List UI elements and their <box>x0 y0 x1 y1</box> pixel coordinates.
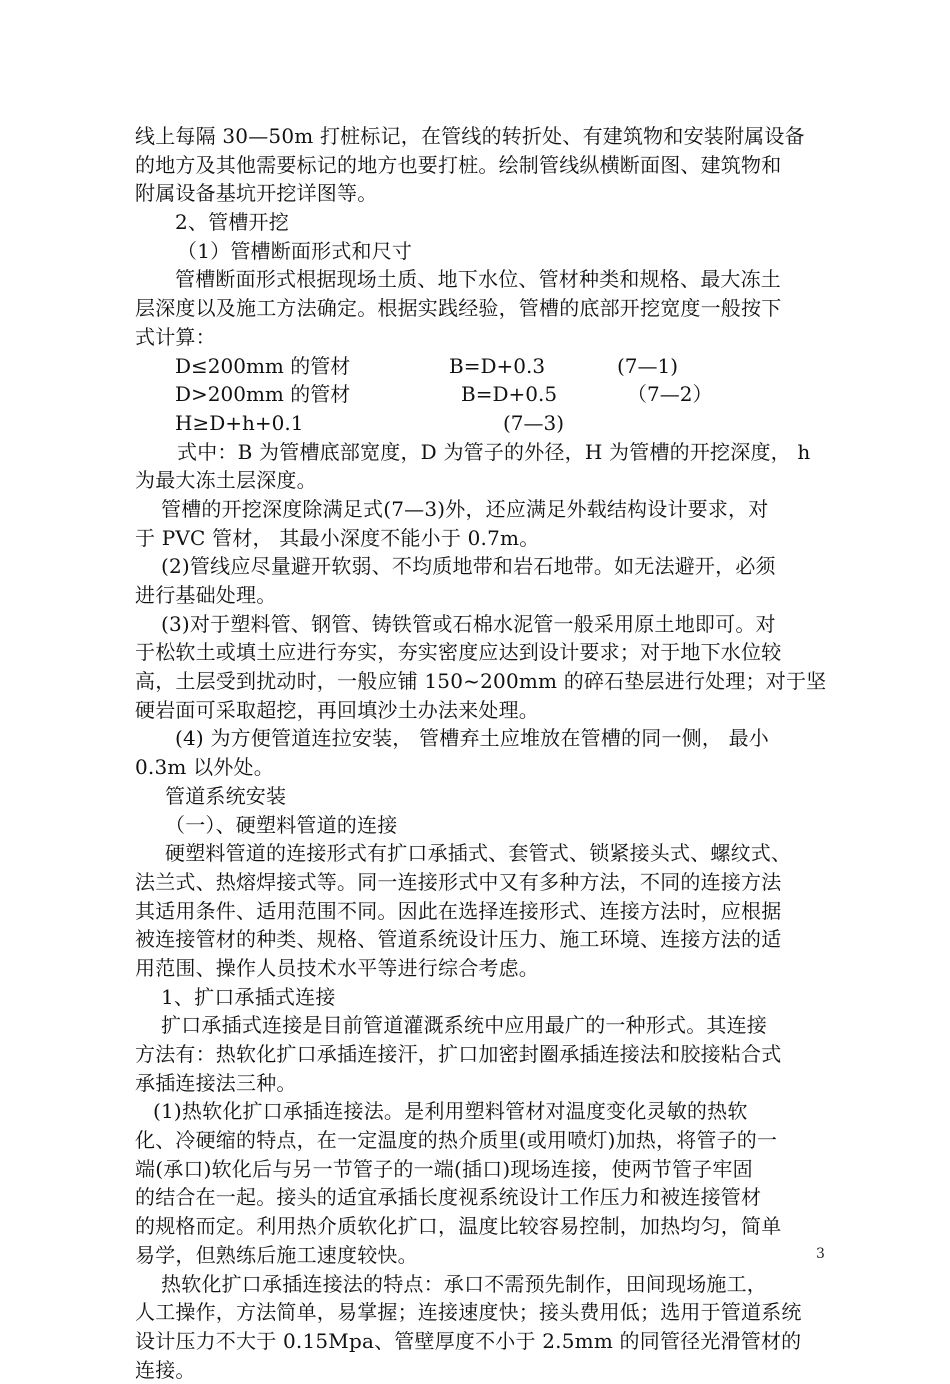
text-line: 设计压力不大于 0.15Mpa、管壁厚度不小于 2.5mm 的同管径光滑管材的 <box>135 1328 802 1353</box>
text-line: 高，土层受到扰动时，一般应铺 150~200mm 的碎石垫层进行处理；对于坚 <box>135 669 827 694</box>
text-line: 硬岩面可采取超挖，再回填沙土办法来处理。 <box>135 697 539 722</box>
formula-line <box>135 409 835 438</box>
formula-number: （7—2） <box>627 382 713 407</box>
text-line: 的规格而定。利用热介质软化扩口，温度比较容易控制，加热均匀，简单 <box>135 1214 782 1239</box>
text-line: (4) 为方便管道连拉安装， 管槽弃土应堆放在管槽的同一侧， 最小 <box>175 726 770 751</box>
text-line: 方法有：热软化扩口承插连接汗，扩口加密封圈承插连接法和胶接粘合式 <box>135 1042 782 1066</box>
text-line: 附属设备基坑开挖详图等。 <box>135 181 378 206</box>
text-line: 人工操作，方法简单，易掌握；连接速度快；接头费用低；选用于管道系统 <box>135 1300 802 1325</box>
text-line: 易学，但熟练后施工速度较快。 <box>135 1242 418 1267</box>
text-line: 热软化扩口承插连接法的特点：承口不需预先制作，田间现场施工， <box>161 1271 767 1296</box>
text-line: 的结合在一起。接头的适宜承插长度视系统设计工作压力和被连接管材 <box>135 1185 762 1210</box>
page-number: 3 <box>816 1246 825 1262</box>
formula-label: D≤200mm 的管材 <box>175 353 351 378</box>
text-line: 连接。 <box>135 1357 196 1382</box>
text-line: 于 PVC 管材， 其最小深度不能小于 0.7m。 <box>135 525 540 550</box>
text-line: 扩口承插式连接是目前管道灌溉系统中应用最广的一种形式。其连接 <box>161 1013 767 1038</box>
formula-expression: B=D+0.3 <box>449 353 546 378</box>
text-line: 式计算： <box>135 324 216 349</box>
text-line: (3)对于塑料管、钢管、铸铁管或石棉水泥管一般采用原土地即可。对 <box>161 611 776 636</box>
body-text <box>135 122 835 1384</box>
text-line: 为最大冻土层深度。 <box>135 468 317 493</box>
section-heading: 2、管槽开挖 <box>175 210 289 235</box>
text-line: 0.3m 以外处。 <box>135 755 274 780</box>
text-line: 管槽断面形式根据现场土质、地下水位、管材种类和规格、最大冻土 <box>175 267 781 292</box>
text-line: (2)管线应尽量避开软弱、不均质地带和岩石地带。如无法避开，必须 <box>161 554 776 579</box>
formula-line <box>135 380 835 409</box>
text-line: 法兰式、热熔焊接式等。同一连接形式中又有多种方法，不同的连接方法 <box>135 869 782 894</box>
text-line: 承插连接法三种。 <box>135 1070 297 1095</box>
text-line: 式中：B 为管槽底部宽度，D 为管子的外径，H 为管槽的开挖深度， h <box>177 439 811 464</box>
subsection-heading: （一）、硬塑料管道的连接 <box>165 812 398 837</box>
formula-label: D>200mm 的管材 <box>175 382 351 407</box>
text-line: 的地方及其他需要标记的地方也要打桩。绘制管线纵横断面图、建筑物和 <box>135 152 782 177</box>
section-heading: 1、扩口承插式连接 <box>161 984 336 1009</box>
text-line: 用范围、操作人员技术水平等进行综合考虑。 <box>135 955 539 980</box>
text-line: 化、冷硬缩的特点，在一定温度的热介质里(或用喷灯)加热，将管子的一 <box>135 1128 778 1153</box>
text-line: 硬塑料管道的连接形式有扩口承插式、套管式、锁紧接头式、螺纹式、 <box>165 841 792 866</box>
text-line: 管槽的开挖深度除满足式(7—3)外，还应满足外载结构设计要求，对 <box>161 496 769 521</box>
formula-number: (7—1) <box>617 353 679 378</box>
text-line: 于松软土或填土应进行夯实，夯实密度应达到设计要求；对于地下水位较 <box>135 640 782 665</box>
text-line: 线上每隔 30—50m 打桩标记，在管线的转折处、有建筑物和安装附属设备 <box>135 124 805 148</box>
subsection-heading: （1）管槽断面形式和尺寸 <box>177 238 413 263</box>
formula-line <box>135 352 835 381</box>
text-line: 层深度以及施工方法确定。根据实践经验，管槽的底部开挖宽度一般按下 <box>135 296 782 321</box>
formula-expression: B=D+0.5 <box>461 382 558 407</box>
text-line: (1)热软化扩口承插连接法。是利用塑料管材对温度变化灵敏的热软 <box>153 1099 748 1124</box>
text-line: 其适用条件、适用范围不同。因此在选择连接形式、连接方法时，应根据 <box>135 898 782 923</box>
formula-label: H≥D+h+0.1 <box>175 410 304 435</box>
formula-number: (7—3) <box>503 410 565 435</box>
text-line: 端(承口)软化后与另一节管子的一端(插口)现场连接，使两节管子牢固 <box>135 1156 753 1181</box>
section-heading: 管道系统安装 <box>165 783 287 808</box>
text-line: 被连接管材的种类、规格、管道系统设计压力、施工环境、连接方法的适 <box>135 927 782 952</box>
text-line: 进行基础处理。 <box>135 583 277 607</box>
